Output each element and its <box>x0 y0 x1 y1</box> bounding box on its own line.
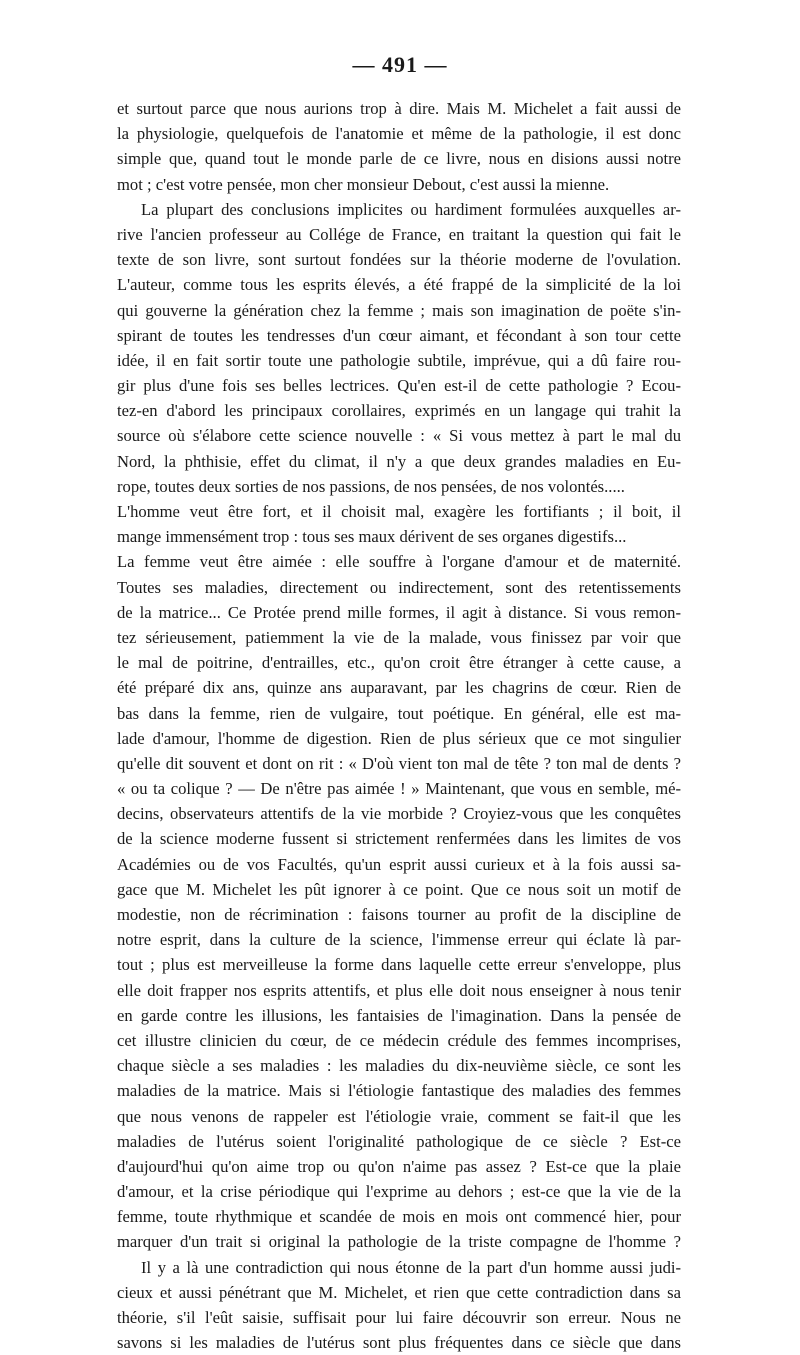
text-line: marquer d'un trait si original la pathologie de la triste compagne de l'homme ? <box>117 1232 681 1252</box>
text-line: gir plus d'une fois ses belles lectrices. Qu'en est-il de cette pathologie ? Ecou- <box>117 376 681 396</box>
text-line: de la science moderne fussent si strictement renfermées dans les limites de vos <box>117 829 681 849</box>
text-line: L'auteur, comme tous les esprits élevés, a été frappé de la simplicité de la loi <box>117 275 681 295</box>
text-line: Nord, la phthisie, effet du climat, il n'y a que deux grandes maladies en Eu- <box>117 451 681 471</box>
text-line: simple que, quand tout le monde parle de ce livre, nous en disions aussi notre <box>117 149 681 169</box>
text-line: texte de son livre, sont surtout fondées sur la théorie moderne de l'ovulation. <box>117 250 681 270</box>
text-line: femme, toute rhythmique et scandée de mois en mois ont commencé hier, pour <box>117 1207 681 1227</box>
text-line: notre esprit, dans la culture de la science, l'immense erreur qui éclate là par- <box>117 930 681 950</box>
text-line: Académies ou de vos Facultés, qu'un esprit aussi curieux et à la fois aussi sa- <box>117 854 681 874</box>
text-line: gace que M. Michelet les pût ignorer à ce point. Que ce nous soit un motif de <box>117 879 681 899</box>
text-line: et surtout parce que nous aurions trop à dire. Mais M. Michelet a fait aussi de <box>117 99 681 118</box>
text-line: idée, il en fait sortir toute une pathologie subtile, imprévue, qui a dû faire rou- <box>117 350 681 370</box>
text-line: la physiologie, quelquefois de l'anatomie et même de la pathologie, il est donc <box>117 124 681 144</box>
text-line: source où s'élabore cette science nouvelle : « Si vous mettez à part le mal du <box>117 426 681 446</box>
text-line: théorie, s'il l'eût saisie, suffisait pour lui faire découvrir son erreur. Nous ne <box>117 1308 681 1327</box>
body-text <box>117 96 681 1355</box>
text-line: qu'elle dit souvent et dont on rit : « D'où vient ton mal de tête ? ton mal de dents ? <box>117 753 681 773</box>
text-line: que nous venons de rappeler est l'étiologie vraie, comment se fait-il que les <box>117 1106 681 1126</box>
text-line: rope, toutes deux sorties de nos passions, de nos pensées, de nos volontés..... <box>117 476 625 496</box>
text-line: rive l'ancien professeur au Collége de France, en traitant la question qui fait le <box>117 224 681 244</box>
text-line: chaque siècle a ses maladies : les maladies du dix-neuvième siècle, ce sont les <box>117 1056 681 1076</box>
text-line: été préparé dix ans, quinze ans auparavant, par les chagrins de cœur. Rien de <box>117 678 681 698</box>
text-line: tout ; plus est merveilleuse la forme dans laquelle cette erreur s'enveloppe, plus <box>117 955 681 975</box>
text-line: maladies de l'utérus soient l'originalité pathologique de ce siècle ? Est-ce <box>117 1131 681 1151</box>
text-line: elle doit frapper nos esprits attentifs, et plus elle doit nous enseigner à nous tenir <box>117 980 681 1000</box>
text-line: bas dans la femme, rien de vulgaire, tout poétique. En général, elle est ma- <box>117 703 681 723</box>
text-line: Il y a là une contradiction qui nous étonne de la part d'un homme aussi judi- <box>141 1257 681 1277</box>
text-line: mot ; c'est votre pensée, mon cher monsieur Debout, c'est aussi la mienne. <box>117 174 610 194</box>
text-line: le mal de poitrine, d'entrailles, etc., qu'on croit être étranger à cette cause, a <box>117 653 681 673</box>
text-line: maladies de la matrice. Mais si l'étiologie fantastique des maladies des femmes <box>117 1081 681 1101</box>
text-line: d'aujourd'hui qu'on aime trop ou qu'on n'aime pas assez ? Est-ce que la plaie <box>117 1156 681 1176</box>
text-line: decins, observateurs attentifs de la vie morbide ? Croyiez-vous que les conquêtes <box>117 804 681 824</box>
text-line: L'homme veut être fort, et il choisit mal, exagère les fortifiants ; il boit, il <box>117 502 681 521</box>
text-line: lade d'amour, l'homme de digestion. Rien de plus sérieux que ce mot singulier <box>117 728 681 748</box>
text-line: d'amour, et la crise périodique qui l'exprime au dehors ; est-ce que la vie de la <box>117 1182 681 1202</box>
text-line: La plupart des conclusions implicites ou hardiment formulées auxquelles ar- <box>141 199 681 219</box>
text-line: modestie, non de récrimination : faisons tourner au profit de la discipline de <box>117 905 681 924</box>
text-line: spirant de toutes les tendresses d'un cœur aimant, et fécondant à son tour cette <box>117 325 681 345</box>
text-line: tez sérieusement, patiemment la vie de la malade, vous finissez par voir que <box>117 627 681 647</box>
text-line: La femme veut être aimée : elle souffre à l'organe d'amour et de maternité. <box>117 552 681 572</box>
text-line: qui gouverne la génération chez la femme ; mais son imagination de poëte s'in- <box>117 300 681 320</box>
text-line: cieux et aussi pénétrant que M. Michelet, et rien que cette contradiction dans sa <box>117 1282 681 1302</box>
text-line: tez-en d'abord les principaux corollaires, exprimés en un langage qui trahit la <box>117 401 681 421</box>
page-number: — 491 — <box>352 52 448 77</box>
text-line: en garde contre les illusions, les fantaisies de l'imagination. Dans la pensée de <box>117 1005 681 1025</box>
text-line: « ou ta colique ? — De n'être pas aimée ! » Maintenant, que vous en semble, mé- <box>117 779 681 799</box>
text-line: savons si les maladies de l'utérus sont plus fréquentes dans ce siècle que dans <box>117 1333 681 1353</box>
text-line: cet illustre clinicien du cœur, de ce médecin crédule des femmes incomprises, <box>117 1030 681 1050</box>
text-line: Toutes ses maladies, directement ou indirectement, sont des retentissements <box>117 577 681 597</box>
text-line: de la matrice... Ce Protée prend mille formes, il agit à distance. Si vous remon- <box>117 602 681 622</box>
text-line: mange immensément trop : tous ses maux dérivent de ses organes digestifs... <box>117 527 627 547</box>
